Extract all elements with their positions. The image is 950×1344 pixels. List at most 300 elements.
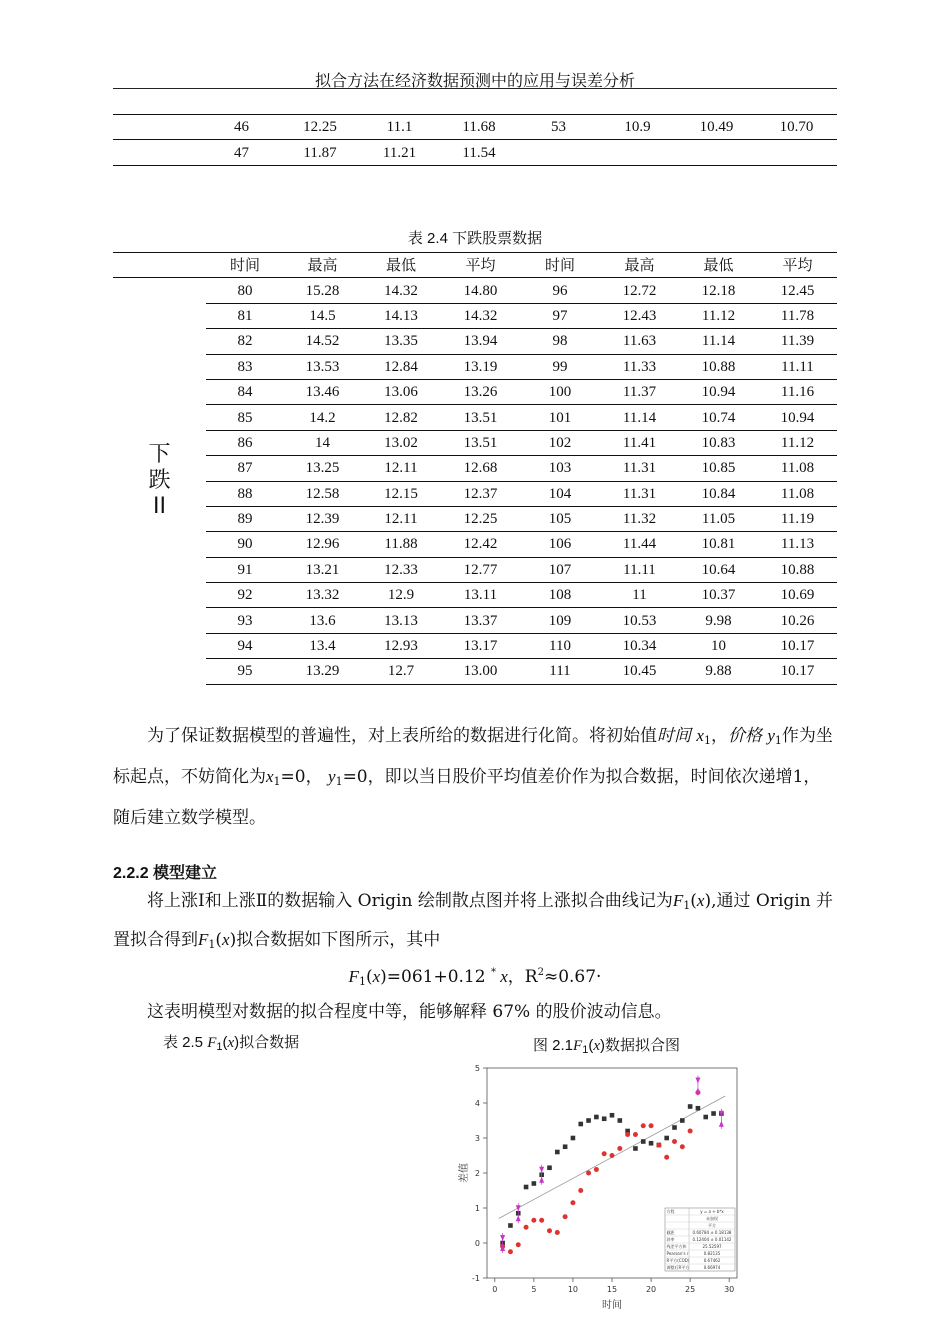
data-point-circle <box>524 1225 529 1230</box>
table-cell: 13.35 <box>361 329 441 354</box>
table-cell: 11.63 <box>600 329 679 354</box>
table-cell: 13.32 <box>284 583 361 608</box>
data-point-circle <box>516 1242 521 1247</box>
table-cell: 12.45 <box>758 278 837 303</box>
y-tick-label: -1 <box>472 1274 480 1283</box>
table-cell: 104 <box>520 481 600 506</box>
table-row <box>113 329 837 354</box>
y-tick-label: 5 <box>474 1064 480 1073</box>
table-cell: 90 <box>206 532 284 557</box>
table-row <box>113 659 837 684</box>
table-cell: 10.83 <box>679 430 758 455</box>
table-row <box>113 532 837 557</box>
table-cell: 111 <box>520 659 600 684</box>
data-point-circle <box>633 1132 638 1137</box>
table-cell: 91 <box>206 557 284 582</box>
data-point-circle <box>641 1123 646 1128</box>
data-point-square <box>703 1115 708 1120</box>
table-cell: 86 <box>206 430 284 455</box>
data-point-circle <box>570 1200 575 1205</box>
table-cell: 11.54 <box>439 140 519 165</box>
formula-x: x <box>372 967 381 986</box>
table-cell: 11.08 <box>758 481 837 506</box>
var-y: y <box>767 726 775 745</box>
data-point-square <box>594 1115 599 1120</box>
data-point-circle <box>594 1167 599 1172</box>
fit-stats-key: 方程 <box>666 1209 675 1215</box>
table-cell: 10.26 <box>758 608 837 633</box>
table-cell: 13.06 <box>361 379 441 404</box>
table-cell: 10.94 <box>679 379 758 404</box>
table-cell: 14.2 <box>284 405 361 430</box>
table-cell: 108 <box>520 583 600 608</box>
table-cell: 11.32 <box>600 506 679 531</box>
data-point-square <box>571 1136 576 1141</box>
table-cell: 12.72 <box>600 278 679 303</box>
column-header: 最低 <box>361 253 441 278</box>
fit-stats-key: R平方(COD) <box>666 1258 690 1264</box>
fit-stats-value: 0.60784 ± 0.18138 <box>692 1230 732 1236</box>
table-cell: 12.42 <box>441 532 520 557</box>
continuation-table <box>113 114 837 166</box>
group-label-char: 跌 <box>148 468 171 494</box>
table-cell: 12.68 <box>441 456 520 481</box>
table-2-4 <box>113 252 837 685</box>
para3-text: 这表明模型对数据的拟合程度中等，能够解释 67% 的股价波动信息。 <box>147 1002 672 1022</box>
data-point-circle <box>555 1230 560 1235</box>
column-header: 时间 <box>206 253 284 278</box>
table-cell: 53 <box>519 115 598 140</box>
fx-F: F <box>672 891 684 910</box>
table-cell: 11.12 <box>758 430 837 455</box>
y-axis-label: 差值 <box>459 1163 470 1183</box>
table-cell: 47 <box>203 140 280 165</box>
table-cell: 11.87 <box>280 140 360 165</box>
table-cell: 11.39 <box>758 329 837 354</box>
y-tick-label: 1 <box>474 1204 480 1213</box>
paragraph-model: 将上涨Ⅰ和上涨Ⅱ的数据输入 Origin 绘制散点图并将上涨拟合曲线记为$F_1(x)$,通过 Origin 并置拟合得到$F_1(x)$拟合数据如下图所示，其中 <box>113 891 834 951</box>
formula-x2: x <box>495 967 508 986</box>
table-cell: 11.12 <box>679 303 758 328</box>
table-cell: 109 <box>520 608 600 633</box>
fx-x: x <box>696 891 705 910</box>
table-cell: 10.34 <box>600 633 679 658</box>
table-cell: 81 <box>206 303 284 328</box>
y-tick-label: 4 <box>474 1099 480 1108</box>
header-blank <box>113 253 206 278</box>
table-cell: 9.88 <box>679 659 758 684</box>
table-cell: 13.51 <box>441 430 520 455</box>
table-cell: 93 <box>206 608 284 633</box>
table-cell: 10.88 <box>679 354 758 379</box>
table-cell: 12.25 <box>441 506 520 531</box>
table-cell: 10.84 <box>679 481 758 506</box>
table-cell: 102 <box>520 430 600 455</box>
data-point-circle <box>508 1249 513 1254</box>
table-cell: 11.31 <box>600 456 679 481</box>
para1-comma: ， <box>710 726 728 746</box>
table-cell: 12.11 <box>361 506 441 531</box>
table-cell: 99 <box>520 354 600 379</box>
table-cell: 11.1 <box>360 115 439 140</box>
table-cell: 12.58 <box>284 481 361 506</box>
table-cell: 12.37 <box>441 481 520 506</box>
formula-tail: ≈0.67· <box>543 967 602 987</box>
x-tick-label: 15 <box>606 1285 618 1294</box>
table-cell: 10.85 <box>679 456 758 481</box>
table-cell: 11.11 <box>600 557 679 582</box>
table-cell: 13.29 <box>284 659 361 684</box>
table-cell: 106 <box>520 532 600 557</box>
formula-star: * <box>490 967 496 978</box>
formula-F: F <box>348 967 359 986</box>
table-cell: 10.49 <box>677 115 756 140</box>
var-x2-sub: 1 <box>273 775 281 788</box>
table-cell: 95 <box>206 659 284 684</box>
table-row <box>113 379 837 404</box>
fit-stats-key: Pearson's r <box>666 1251 689 1257</box>
table-row <box>113 633 837 658</box>
table-cell: 89 <box>206 506 284 531</box>
table-cell: 14.13 <box>361 303 441 328</box>
table-cell: 11.14 <box>600 405 679 430</box>
table-cell: 88 <box>206 481 284 506</box>
data-point-square <box>602 1116 607 1121</box>
table-cell: 87 <box>206 456 284 481</box>
table-cell: 10.74 <box>679 405 758 430</box>
fit-stats-key: 残差平方和 <box>666 1244 687 1250</box>
x-tick-label: 25 <box>685 1285 696 1294</box>
table-cell: 13.02 <box>361 430 441 455</box>
data-point-square <box>633 1146 638 1151</box>
var-x-sub: 1 <box>703 734 711 747</box>
table-cell: 11 <box>600 583 679 608</box>
data-point-square <box>524 1185 529 1190</box>
table-cell: 12.43 <box>600 303 679 328</box>
para1-price: 价格 <box>727 726 762 745</box>
data-point-square <box>586 1118 591 1123</box>
data-point-square <box>649 1141 654 1146</box>
table-cell: 13.17 <box>441 633 520 658</box>
table-cell: 11.16 <box>758 379 837 404</box>
table-cell: 11.41 <box>600 430 679 455</box>
var-x2: x <box>266 767 274 786</box>
x-tick-label: 20 <box>645 1285 657 1294</box>
y-tick-label: 0 <box>474 1239 480 1248</box>
table-cell: 11.13 <box>758 532 837 557</box>
caption25-a: 表 2.5 <box>163 1034 208 1051</box>
table-cell: 13.25 <box>284 456 361 481</box>
table-cell: 13.11 <box>441 583 520 608</box>
para1-text-a: 为了保证数据模型的普遍性，对上表所给的数据进行化简。将初始值 <box>147 726 657 746</box>
page-header-title: 拟合方法在经济数据预测中的应用与误差分析 <box>314 71 635 90</box>
data-point-square <box>696 1106 701 1111</box>
fit-scatter-chart <box>455 1058 745 1314</box>
table-cell: 12.9 <box>361 583 441 608</box>
data-point-circle <box>586 1171 591 1176</box>
caption21-F: F <box>573 1038 583 1054</box>
x-tick-label: 5 <box>531 1285 537 1294</box>
group-label-char: II <box>153 494 166 520</box>
caption21-sub: 1 <box>582 1044 589 1056</box>
fit-stats-value: 0.66974 <box>703 1265 721 1271</box>
x-axis-label: 时间 <box>602 1300 622 1311</box>
table-cell: 12.39 <box>284 506 361 531</box>
data-point-circle <box>672 1139 677 1144</box>
table-cell: 15.28 <box>284 278 361 303</box>
fit-stats-value: 0.82135 <box>703 1251 721 1257</box>
fit-stats-key: 调整后R平方 <box>666 1265 690 1271</box>
table-cell: 11.44 <box>600 532 679 557</box>
blank-cell <box>113 140 203 165</box>
table-cell <box>598 140 677 165</box>
column-header: 平均 <box>758 253 837 278</box>
table-cell: 11.68 <box>439 115 519 140</box>
table-cell: 11.19 <box>758 506 837 531</box>
table-row <box>113 354 837 379</box>
data-point-square <box>688 1104 693 1109</box>
fit-formula: $F_1(x)=061+0.12$ * x，$R^2\approx 0.67\cdot$ <box>348 967 602 988</box>
data-point-circle <box>531 1218 536 1223</box>
data-point-circle <box>649 1123 654 1128</box>
para1-text-g: =0，即以当日股价平均值差价作为拟合数据，时间依次递增1，随后建立数学模型。 <box>113 767 821 828</box>
fx2-x: x <box>222 930 230 949</box>
table-cell: 10.45 <box>600 659 679 684</box>
group-label-cell <box>113 278 206 684</box>
table-cell: 10.17 <box>758 633 837 658</box>
data-point-circle <box>625 1132 630 1137</box>
table-cell: 12.18 <box>679 278 758 303</box>
table-cell: 107 <box>520 557 600 582</box>
data-point-square <box>547 1165 552 1170</box>
column-header: 平均 <box>441 253 520 278</box>
var-y2-sub: 1 <box>335 775 343 788</box>
fit-stats-key: 截距 <box>666 1230 675 1236</box>
table-cell: 11.31 <box>600 481 679 506</box>
para1-time: 时间 <box>657 726 691 745</box>
table-2-5-caption: 表 2.5 $F_1(x)$拟合数据 <box>163 1034 300 1053</box>
table-cell: 14.52 <box>284 329 361 354</box>
table-row <box>113 481 837 506</box>
data-point-square <box>610 1113 615 1118</box>
table-cell: 85 <box>206 405 284 430</box>
formula-rhs: =061+0.12 <box>386 967 491 987</box>
fit-stats-value: 平方 <box>708 1223 716 1229</box>
data-point-circle <box>617 1146 622 1151</box>
table-row <box>113 557 837 582</box>
table-cell: 13.13 <box>361 608 441 633</box>
table-row <box>113 456 837 481</box>
group-label-char: 下 <box>148 442 171 468</box>
data-point-circle <box>578 1188 583 1193</box>
table-cell: 13.6 <box>284 608 361 633</box>
fit-stats-value: 0.12404 ± 0.01142 <box>692 1237 732 1243</box>
table-cell <box>677 140 756 165</box>
x-tick-label: 30 <box>724 1285 735 1294</box>
formula-r: ，R <box>507 967 538 987</box>
y-tick-label: 3 <box>474 1134 480 1143</box>
table-cell: 101 <box>520 405 600 430</box>
table-cell: 12.15 <box>361 481 441 506</box>
table-row <box>113 583 837 608</box>
table-cell: 10.64 <box>679 557 758 582</box>
table-cell: 13.19 <box>441 354 520 379</box>
column-header: 时间 <box>520 253 600 278</box>
table-row <box>113 506 837 531</box>
table-cell: 11.05 <box>679 506 758 531</box>
table-cell: 110 <box>520 633 600 658</box>
table-cell: 96 <box>520 278 600 303</box>
table-cell: 10.17 <box>758 659 837 684</box>
group-label-vertical <box>145 442 175 520</box>
table-cell: 13.4 <box>284 633 361 658</box>
section-heading: 2.2.2 模型建立 <box>113 865 218 882</box>
table-row <box>113 405 837 430</box>
table-row <box>113 140 837 165</box>
table-cell: 14.32 <box>361 278 441 303</box>
table-cell: 98 <box>520 329 600 354</box>
data-point-circle <box>547 1228 552 1233</box>
table-cell: 11.21 <box>360 140 439 165</box>
table-cell: 13.21 <box>284 557 361 582</box>
fit-stats-key: 斜率 <box>666 1237 675 1243</box>
paragraph-interpretation <box>113 994 837 1030</box>
data-point-circle <box>610 1153 615 1158</box>
table-cell: 10.94 <box>758 405 837 430</box>
table-cell: 103 <box>520 456 600 481</box>
fit-stats-value: y = a + b*x <box>700 1209 724 1215</box>
blank-cell <box>113 115 203 140</box>
data-point-circle <box>602 1151 607 1156</box>
table-cell: 10.69 <box>758 583 837 608</box>
y-tick-label: 2 <box>474 1169 480 1178</box>
formula-sub: 1 <box>358 975 366 988</box>
table-cell: 12.25 <box>280 115 360 140</box>
caption25-sub: 1 <box>216 1041 223 1053</box>
table-row <box>113 430 837 455</box>
table-cell: 11.33 <box>600 354 679 379</box>
table-cell: 12.84 <box>361 354 441 379</box>
data-point-square <box>578 1122 583 1127</box>
caption25-x: x <box>227 1035 235 1051</box>
table-cell: 13.26 <box>441 379 520 404</box>
table-cell: 14.32 <box>441 303 520 328</box>
para2-text-a: 将上涨Ⅰ和上涨Ⅱ的数据输入 Origin 绘制散点图并将上涨拟合曲线记为 <box>147 891 673 911</box>
table-cell: 46 <box>203 115 280 140</box>
table-cell: 105 <box>520 506 600 531</box>
table-cell: 84 <box>206 379 284 404</box>
column-header: 最低 <box>679 253 758 278</box>
var-x: x <box>696 726 704 745</box>
caption25-F: F <box>207 1035 217 1051</box>
caption21-b: 数据拟合图 <box>605 1037 681 1054</box>
table-2-4-caption: 表 2.4 下跌股票数据 <box>407 230 543 247</box>
header-rule <box>113 88 837 89</box>
table-cell: 10.81 <box>679 532 758 557</box>
data-point-square <box>555 1150 560 1155</box>
data-point-square <box>672 1125 677 1130</box>
fit-stats-value: 未加权 <box>706 1216 718 1222</box>
table-cell: 11.08 <box>758 456 837 481</box>
data-point-square <box>680 1118 685 1123</box>
table-cell: 14.5 <box>284 303 361 328</box>
table-cell: 83 <box>206 354 284 379</box>
data-point-circle <box>656 1143 661 1148</box>
column-header: 最高 <box>600 253 679 278</box>
table-cell: 82 <box>206 329 284 354</box>
fit-stats-value: 0.67462 <box>703 1258 721 1264</box>
fx-sub: 1 <box>683 899 691 912</box>
caption25-b: 拟合数据 <box>239 1034 300 1051</box>
table-cell: 92 <box>206 583 284 608</box>
para2-text-c: 拟合数据如下图所示，其中 <box>236 930 441 950</box>
table-cell: 11.88 <box>361 532 441 557</box>
table-cell: 12.96 <box>284 532 361 557</box>
data-point-circle <box>680 1144 685 1149</box>
table-cell: 11.14 <box>679 329 758 354</box>
data-point-square <box>664 1136 669 1141</box>
fx2-F: F <box>198 930 209 949</box>
data-point-square <box>563 1144 568 1149</box>
para1-text-e: 作为坐标起点，不妨简化为 <box>113 726 833 787</box>
x-tick-label: 10 <box>567 1285 579 1294</box>
fx2-sub: 1 <box>208 938 216 951</box>
para1-text-f: =0， <box>280 767 323 787</box>
caption21-x: x <box>593 1038 600 1054</box>
table-row <box>113 278 837 303</box>
table-cell: 10 <box>679 633 758 658</box>
data-point-square <box>508 1223 513 1228</box>
table-cell: 10.53 <box>600 608 679 633</box>
table-cell: 94 <box>206 633 284 658</box>
var-y-sub: 1 <box>774 734 782 747</box>
table-cell: 12.11 <box>361 456 441 481</box>
data-point-square <box>641 1139 646 1144</box>
x-tick-label: 0 <box>492 1285 498 1294</box>
data-point-circle <box>688 1129 693 1134</box>
table-cell: 9.98 <box>679 608 758 633</box>
caption21-a: 图 2.1 <box>533 1037 574 1054</box>
table-cell: 13.53 <box>284 354 361 379</box>
table-header-row <box>113 253 837 278</box>
table-cell: 12.33 <box>361 557 441 582</box>
table-row <box>113 303 837 328</box>
column-header: 最高 <box>284 253 361 278</box>
table-cell <box>756 140 837 165</box>
table-cell <box>519 140 598 165</box>
table-cell: 13.51 <box>441 405 520 430</box>
table-cell: 13.00 <box>441 659 520 684</box>
para2-text-b: ,通过 Origin 并置拟合得到 <box>113 891 834 950</box>
data-point-square <box>618 1118 623 1123</box>
table-cell: 12.7 <box>361 659 441 684</box>
table-cell: 13.37 <box>441 608 520 633</box>
data-point-circle <box>664 1155 669 1160</box>
table-cell: 12.77 <box>441 557 520 582</box>
data-point-square <box>532 1181 537 1186</box>
table-cell: 14 <box>284 430 361 455</box>
table-cell: 10.70 <box>756 115 837 140</box>
table-cell: 10.9 <box>598 115 677 140</box>
table-cell: 13.46 <box>284 379 361 404</box>
table-cell: 14.80 <box>441 278 520 303</box>
table-cell: 80 <box>206 278 284 303</box>
figure-2-1-caption: 图 $2.1F_1(x)$数据拟合图 <box>533 1037 681 1056</box>
table-row <box>113 115 837 140</box>
formula-r-squared: 2 <box>537 967 544 978</box>
data-point-circle <box>539 1218 544 1223</box>
table-cell: 12.82 <box>361 405 441 430</box>
